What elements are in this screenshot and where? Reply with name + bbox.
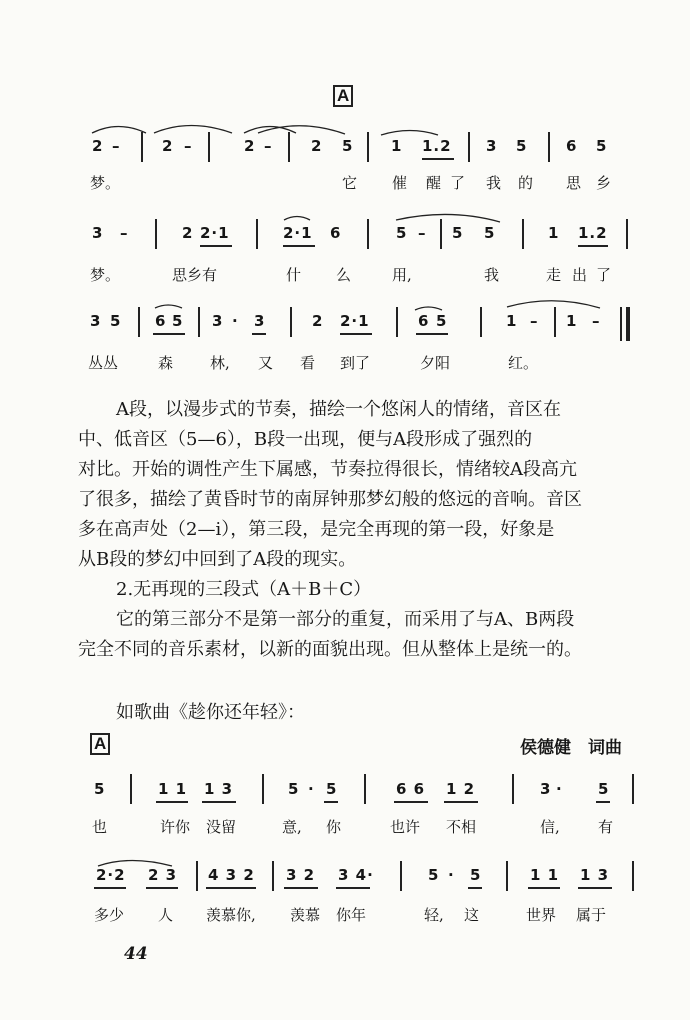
lyric: 梦。 (90, 174, 121, 192)
barline (256, 219, 258, 249)
lyric: 思乡有 (172, 266, 218, 284)
barline (367, 132, 369, 162)
underline (202, 801, 236, 803)
lyric: 我 (486, 174, 502, 192)
section-mark-a: A (90, 733, 110, 755)
underline (324, 801, 338, 803)
lyric: 这 (464, 906, 480, 924)
underline (283, 245, 315, 247)
lyric: 森 (158, 354, 174, 372)
underline (528, 887, 560, 889)
barline (141, 132, 143, 162)
note: 5 (452, 224, 464, 242)
note: 1.2 (578, 224, 608, 242)
lyric: 思 (566, 174, 582, 192)
underline (394, 801, 428, 803)
note: 6 (418, 312, 430, 330)
note: 1 1 (530, 866, 560, 884)
lyric: 没留 (206, 818, 237, 836)
note: 1 3 (580, 866, 610, 884)
barline (208, 132, 210, 162)
note: 2 (182, 224, 194, 242)
lyric: 梦。 (90, 266, 121, 284)
note: 5 (396, 224, 408, 242)
note: 1 (391, 137, 403, 155)
note: 5 (596, 137, 608, 155)
lyric: 看 (300, 354, 316, 372)
lyric: 它 (342, 174, 358, 192)
barline (367, 219, 369, 249)
note: 2 (312, 312, 324, 330)
barline (554, 307, 556, 337)
note: 1 2 (446, 780, 476, 798)
note: 6 (566, 137, 578, 155)
paragraph-line: 多在高声处（2—i），第三段，是完全再现的第一段，好象是 (78, 519, 555, 540)
note: 2 (244, 137, 256, 155)
note: · (556, 780, 563, 798)
note: – (418, 224, 427, 242)
paragraph-line: A段，以漫步式的节奏，描绘一个悠闲人的情绪，音区在 (116, 399, 561, 420)
note: 3 4· (338, 866, 374, 884)
note: 2 (162, 137, 174, 155)
note: 2 (311, 137, 323, 155)
note: – (264, 137, 273, 155)
lyric: 不相 (446, 818, 477, 836)
barline (480, 307, 482, 337)
note: 3 2 (286, 866, 316, 884)
lyric: 丛丛 (88, 354, 119, 372)
final-barline-thick (626, 307, 630, 341)
note: 1 (548, 224, 560, 242)
note: 6 (155, 312, 167, 330)
lyric: 用, (392, 266, 412, 284)
note: 3 (254, 312, 266, 330)
note: 5 (326, 780, 338, 798)
note: 2 3 (148, 866, 178, 884)
lyric: 人 (158, 906, 174, 924)
note: 1 3 (204, 780, 234, 798)
final-barline-thin (620, 307, 622, 341)
barline (512, 774, 514, 804)
page-number: 44 (124, 944, 148, 964)
note: 5 (516, 137, 528, 155)
lyric: 又 (258, 354, 274, 372)
underline (336, 887, 370, 889)
underline (252, 333, 266, 335)
lyric: 羡慕你, (206, 906, 256, 924)
lyric: 的 (518, 174, 534, 192)
underline (416, 333, 448, 335)
underline (422, 158, 454, 160)
note: 5 (428, 866, 440, 884)
note: 5 (436, 312, 448, 330)
note: 2·1 (200, 224, 230, 242)
note: – (184, 137, 193, 155)
underline (596, 801, 610, 803)
barline (468, 132, 470, 162)
barline (396, 307, 398, 337)
note: 5 (470, 866, 482, 884)
underline (578, 245, 608, 247)
underline (94, 887, 126, 889)
note: · (448, 866, 455, 884)
note: 3 (92, 224, 104, 242)
paragraph-line: 了很多，描绘了黄昏时节的南屏钟那梦幻般的悠远的音响。音区 (78, 489, 582, 510)
barline (130, 774, 132, 804)
example-intro: 如歌曲《趁你还年轻》： (116, 702, 305, 723)
barline (522, 219, 524, 249)
lyric: 了 (596, 266, 612, 284)
barline (626, 219, 628, 249)
section-heading: 2.无再现的三段式（A＋B＋C） (116, 579, 372, 600)
lyric: 了 (450, 174, 466, 192)
lyric: 属于 (576, 906, 607, 924)
note: 1 (566, 312, 578, 330)
lyric: 轻, (424, 906, 444, 924)
lyric: 乡 (596, 174, 612, 192)
section-mark-a: A (333, 85, 353, 107)
barline (400, 861, 402, 891)
barline (288, 132, 290, 162)
paragraph-line: 完全不同的音乐素材，以新的面貌出现。但从整体上是统一的。 (78, 639, 582, 660)
note: 5 (110, 312, 122, 330)
underline (340, 333, 372, 335)
note: 3 (486, 137, 498, 155)
note: – (530, 312, 539, 330)
paragraph-line: 对比。开始的调性产生下属感，节奏拉得很长，情绪较A段高亢 (78, 459, 577, 480)
lyric: 红。 (508, 354, 539, 372)
note: 5 (94, 780, 106, 798)
lyric: 什 (286, 266, 302, 284)
underline (156, 801, 188, 803)
composer-credit: 侯德健 词曲 (520, 738, 622, 758)
barline (632, 861, 634, 891)
underline (206, 887, 256, 889)
note: 5 (342, 137, 354, 155)
underline (444, 801, 478, 803)
lyric: 羡慕 (290, 906, 321, 924)
underline (284, 887, 318, 889)
barline (290, 307, 292, 337)
underline (200, 245, 232, 247)
lyric: 出 (572, 266, 588, 284)
barline (548, 132, 550, 162)
lyric: 林, (210, 354, 230, 372)
lyric: 信, (540, 818, 560, 836)
barline (198, 307, 200, 337)
barline (155, 219, 157, 249)
note: 1 (506, 312, 518, 330)
note: 6 6 (396, 780, 426, 798)
lyric: 醒 (426, 174, 442, 192)
note: 2 (92, 137, 104, 155)
note: 2·1 (283, 224, 313, 242)
note: 3 (212, 312, 224, 330)
lyric: 催 (392, 174, 408, 192)
note: 5 (598, 780, 610, 798)
note: 6 (330, 224, 342, 242)
barline (138, 307, 140, 337)
lyric: 多少 (94, 906, 125, 924)
note: 1 1 (158, 780, 188, 798)
paragraph-line: 从B段的梦幻中回到了A段的现实。 (78, 549, 357, 570)
note: 2·1 (340, 312, 370, 330)
note: 5 (288, 780, 300, 798)
lyric: 走 (546, 266, 562, 284)
underline (146, 887, 178, 889)
note: 1.2 (422, 137, 452, 155)
barline (272, 861, 274, 891)
note: 4 3 2 (208, 866, 255, 884)
lyric: 么 (336, 266, 352, 284)
note: – (592, 312, 601, 330)
lyric: 也 (92, 818, 108, 836)
note: 5 (172, 312, 184, 330)
lyric: 你 (326, 818, 342, 836)
barline (262, 774, 264, 804)
lyric: 你年 (336, 906, 367, 924)
lyric: 意, (282, 818, 302, 836)
note: · (308, 780, 315, 798)
underline (468, 887, 482, 889)
underline (153, 333, 185, 335)
note: 3 (90, 312, 102, 330)
note: 2·2 (96, 866, 126, 884)
note: – (120, 224, 129, 242)
paragraph-line: 中、低音区（5—6），B段一出现，便与A段形成了强烈的 (78, 429, 533, 450)
barline (506, 861, 508, 891)
note: 3 (540, 780, 552, 798)
paragraph-line: 它的第三部分不是第一部分的重复，而采用了与A、B两段 (116, 609, 575, 630)
lyric: 世界 (526, 906, 557, 924)
note: 5 (484, 224, 496, 242)
lyric: 到了 (340, 354, 371, 372)
note: · (232, 312, 239, 330)
barline (196, 861, 198, 891)
barline (364, 774, 366, 804)
barline (440, 219, 442, 249)
lyric: 夕阳 (420, 354, 451, 372)
underline (578, 887, 612, 889)
barline (632, 774, 634, 804)
lyric: 许你 (160, 818, 191, 836)
lyric: 有 (598, 818, 614, 836)
lyric: 我 (484, 266, 500, 284)
lyric: 也许 (390, 818, 421, 836)
note: – (112, 137, 121, 155)
